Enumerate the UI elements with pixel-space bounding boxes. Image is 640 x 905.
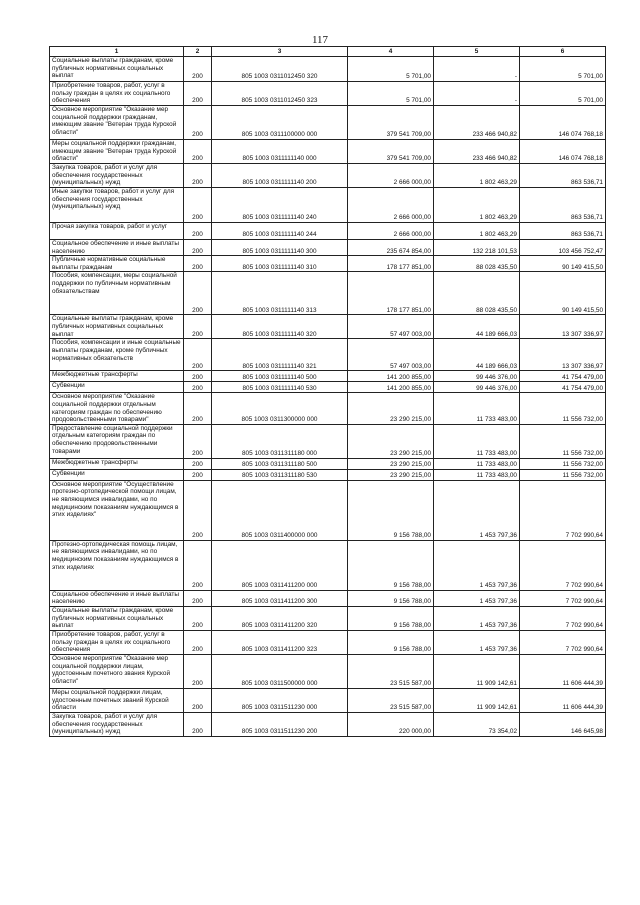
row-classification-code: 805 1003 0311111140 244 xyxy=(212,223,348,240)
row-executed-amount: 1 453 797,36 xyxy=(434,606,520,630)
row-description: Пособия, компенсации и иные социальные выплаты гражданам, кроме публичных нормативных обязательств xyxy=(50,339,184,371)
row-classification-code: 805 1003 0311400000 000 xyxy=(212,480,348,540)
column-header: 6 xyxy=(520,47,606,57)
row-classification-code: 805 1003 0311411200 320 xyxy=(212,606,348,630)
row-classification-code: 805 1003 0311111140 321 xyxy=(212,339,348,371)
table-row xyxy=(50,688,606,712)
row-executed-amount: 233 466 940,82 xyxy=(434,140,520,164)
row-executed-amount: 11 733 483,00 xyxy=(434,469,520,480)
row-executed-amount: 99 446 376,00 xyxy=(434,371,520,382)
row-line-code: 200 xyxy=(184,712,212,736)
row-executed-amount: 88 028 435,50 xyxy=(434,256,520,272)
row-approved-amount: 178 177 851,00 xyxy=(348,272,434,315)
row-line-code: 200 xyxy=(184,272,212,315)
row-approved-amount: 220 000,00 xyxy=(348,712,434,736)
row-line-code: 200 xyxy=(184,590,212,606)
row-classification-code: 805 1003 0311411200 300 xyxy=(212,590,348,606)
row-classification-code: 805 1003 0311511230 000 xyxy=(212,688,348,712)
row-unexecuted-amount: 146 645,98 xyxy=(520,712,606,736)
row-classification-code: 805 1003 0311111140 240 xyxy=(212,188,348,223)
table-row xyxy=(50,188,606,223)
row-classification-code: 805 1003 0311100000 000 xyxy=(212,106,348,140)
table-row xyxy=(50,382,606,393)
row-description: Межбюджетные трансферты xyxy=(50,458,184,469)
row-executed-amount: 1 802 463,29 xyxy=(434,164,520,188)
table-row xyxy=(50,393,606,424)
row-unexecuted-amount: 11 556 732,00 xyxy=(520,458,606,469)
row-classification-code: 805 1003 0311311180 500 xyxy=(212,458,348,469)
row-classification-code: 805 1003 0311111140 500 xyxy=(212,371,348,382)
row-unexecuted-amount: 90 149 415,50 xyxy=(520,272,606,315)
row-unexecuted-amount: 7 702 990,64 xyxy=(520,630,606,654)
row-approved-amount: 57 497 003,00 xyxy=(348,315,434,339)
column-header: 2 xyxy=(184,47,212,57)
row-description: Основное мероприятие "Оказание мер социальной поддержки лицам, удостоенным почетного звания Курской области" xyxy=(50,654,184,688)
row-description: Субвенции xyxy=(50,382,184,393)
row-approved-amount: 57 497 003,00 xyxy=(348,339,434,371)
row-classification-code: 805 1003 0311411200 323 xyxy=(212,630,348,654)
table-row xyxy=(50,480,606,540)
row-unexecuted-amount: 41 754 479,00 xyxy=(520,382,606,393)
row-approved-amount: 2 666 000,00 xyxy=(348,188,434,223)
column-header: 4 xyxy=(348,47,434,57)
row-executed-amount: 1 453 797,36 xyxy=(434,480,520,540)
row-line-code: 200 xyxy=(184,393,212,424)
row-description: Публичные нормативные социальные выплаты гражданам xyxy=(50,256,184,272)
row-approved-amount: 5 701,00 xyxy=(348,57,434,82)
row-unexecuted-amount: 7 702 990,64 xyxy=(520,480,606,540)
row-approved-amount: 5 701,00 xyxy=(348,82,434,106)
row-line-code: 200 xyxy=(184,424,212,458)
row-line-code: 200 xyxy=(184,458,212,469)
row-executed-amount: 233 466 940,82 xyxy=(434,106,520,140)
row-description: Социальное обеспечение и иные выплаты населению xyxy=(50,590,184,606)
row-description: Меры социальной поддержки лицам, удостоенным почетных званий Курской области xyxy=(50,688,184,712)
row-approved-amount: 178 177 851,00 xyxy=(348,256,434,272)
row-approved-amount: 23 290 215,00 xyxy=(348,424,434,458)
row-unexecuted-amount: 103 456 752,47 xyxy=(520,240,606,256)
row-approved-amount: 9 156 788,00 xyxy=(348,630,434,654)
row-classification-code: 805 1003 0311111140 000 xyxy=(212,140,348,164)
row-description: Социальные выплаты гражданам, кроме публичных нормативных социальных выплат xyxy=(50,606,184,630)
row-line-code: 200 xyxy=(184,540,212,590)
row-description: Межбюджетные трансферты xyxy=(50,371,184,382)
row-classification-code: 805 1003 0311111140 200 xyxy=(212,164,348,188)
row-unexecuted-amount: 41 754 479,00 xyxy=(520,371,606,382)
row-line-code: 200 xyxy=(184,188,212,223)
row-line-code: 200 xyxy=(184,382,212,393)
row-unexecuted-amount: 11 606 444,39 xyxy=(520,688,606,712)
row-description: Прочая закупка товаров, работ и услуг xyxy=(50,223,184,240)
row-executed-amount: 11 909 142,61 xyxy=(434,688,520,712)
page-number: 117 xyxy=(311,34,329,46)
row-line-code: 200 xyxy=(184,240,212,256)
row-executed-amount: 99 446 376,00 xyxy=(434,382,520,393)
table-row xyxy=(50,164,606,188)
row-executed-amount: 1 453 797,36 xyxy=(434,630,520,654)
row-description: Приобретение товаров, работ, услуг в пользу граждан в целях их социального обеспечения xyxy=(50,82,184,106)
row-description: Закупка товаров, работ и услуг для обеспечения государственных (муниципальных) нужд xyxy=(50,164,184,188)
row-approved-amount: 23 515 587,00 xyxy=(348,654,434,688)
row-executed-amount: 1 453 797,36 xyxy=(434,540,520,590)
row-approved-amount: 9 156 788,00 xyxy=(348,480,434,540)
row-unexecuted-amount: 7 702 990,64 xyxy=(520,590,606,606)
row-unexecuted-amount: 11 556 732,00 xyxy=(520,424,606,458)
table-row xyxy=(50,654,606,688)
row-approved-amount: 2 666 000,00 xyxy=(348,164,434,188)
row-classification-code: 805 1003 0311300000 000 xyxy=(212,393,348,424)
row-classification-code: 805 1003 0311012450 323 xyxy=(212,82,348,106)
row-unexecuted-amount: 90 149 415,50 xyxy=(520,256,606,272)
row-line-code: 200 xyxy=(184,469,212,480)
row-executed-amount: 132 218 101,53 xyxy=(434,240,520,256)
row-approved-amount: 379 541 709,00 xyxy=(348,140,434,164)
row-classification-code: 805 1003 0311311180 000 xyxy=(212,424,348,458)
table-row xyxy=(50,469,606,480)
row-approved-amount: 9 156 788,00 xyxy=(348,540,434,590)
row-classification-code: 805 1003 0311111140 310 xyxy=(212,256,348,272)
table-row xyxy=(50,458,606,469)
row-unexecuted-amount: 11 556 732,00 xyxy=(520,469,606,480)
row-description: Предоставление социальной поддержки отдельным категориям граждан по обеспечению продовольственными товарами xyxy=(50,424,184,458)
column-header: 5 xyxy=(434,47,520,57)
table-row xyxy=(50,606,606,630)
row-executed-amount: 44 189 666,03 xyxy=(434,339,520,371)
row-description: Основное мероприятие "Оказание мер социальной поддержки гражданам, имеющим звание "Ветеран труда Курской области" xyxy=(50,106,184,140)
row-description: Протезно-ортопедическая помощь лицам, не являющимся инвалидами, но по медицинским показаниям нуждающимся в этих изделиях xyxy=(50,540,184,590)
row-approved-amount: 2 666 000,00 xyxy=(348,223,434,240)
row-approved-amount: 9 156 788,00 xyxy=(348,606,434,630)
row-unexecuted-amount: 13 307 336,97 xyxy=(520,339,606,371)
column-header: 1 xyxy=(50,47,184,57)
row-executed-amount: 11 909 142,61 xyxy=(434,654,520,688)
row-approved-amount: 23 515 587,00 xyxy=(348,688,434,712)
row-description: Основное мероприятие "Оказание социальной поддержки отдельным категориям граждан по обеспечению продовольственными товарами" xyxy=(50,393,184,424)
row-approved-amount: 141 200 855,00 xyxy=(348,371,434,382)
row-executed-amount: 11 733 483,00 xyxy=(434,458,520,469)
row-unexecuted-amount: 13 307 336,97 xyxy=(520,315,606,339)
row-description: Приобретение товаров, работ, услуг в пользу граждан в целях их социального обеспечения xyxy=(50,630,184,654)
row-line-code: 200 xyxy=(184,140,212,164)
row-approved-amount: 9 156 788,00 xyxy=(348,590,434,606)
row-classification-code: 805 1003 0311411200 000 xyxy=(212,540,348,590)
header-row xyxy=(50,47,606,57)
row-line-code: 200 xyxy=(184,223,212,240)
row-line-code: 200 xyxy=(184,106,212,140)
table-row xyxy=(50,339,606,371)
row-line-code: 200 xyxy=(184,315,212,339)
row-approved-amount: 379 541 709,00 xyxy=(348,106,434,140)
table-row xyxy=(50,630,606,654)
row-classification-code: 805 1003 0311511230 200 xyxy=(212,712,348,736)
row-unexecuted-amount: 863 536,71 xyxy=(520,188,606,223)
row-line-code: 200 xyxy=(184,57,212,82)
row-approved-amount: 23 290 215,00 xyxy=(348,458,434,469)
table-row xyxy=(50,106,606,140)
row-description: Пособия, компенсации, меры социальной поддержки по публичным нормативным обязательствам xyxy=(50,272,184,315)
row-description: Иные закупки товаров, работ и услуг для обеспечения государственных (муниципальных) нужд xyxy=(50,188,184,223)
row-unexecuted-amount: 146 074 768,18 xyxy=(520,106,606,140)
row-executed-amount: 1 802 463,29 xyxy=(434,223,520,240)
table-row xyxy=(50,223,606,240)
row-description: Социальные выплаты гражданам, кроме публичных нормативных социальных выплат xyxy=(50,315,184,339)
row-unexecuted-amount: 863 536,71 xyxy=(520,223,606,240)
table-body xyxy=(50,57,606,737)
row-classification-code: 805 1003 0311111140 530 xyxy=(212,382,348,393)
row-executed-amount: 88 028 435,50 xyxy=(434,272,520,315)
table-row xyxy=(50,256,606,272)
row-executed-amount: 11 733 483,00 xyxy=(434,393,520,424)
row-executed-amount: - xyxy=(434,57,520,82)
table-row xyxy=(50,82,606,106)
row-unexecuted-amount: 5 701,00 xyxy=(520,82,606,106)
row-classification-code: 805 1003 0311111140 320 xyxy=(212,315,348,339)
table-row xyxy=(50,371,606,382)
row-line-code: 200 xyxy=(184,82,212,106)
row-executed-amount: 11 733 483,00 xyxy=(434,424,520,458)
row-line-code: 200 xyxy=(184,164,212,188)
row-classification-code: 805 1003 0311111140 300 xyxy=(212,240,348,256)
table-row xyxy=(50,590,606,606)
budget-table xyxy=(49,46,606,737)
row-unexecuted-amount: 11 606 444,39 xyxy=(520,654,606,688)
row-approved-amount: 141 200 855,00 xyxy=(348,382,434,393)
row-classification-code: 805 1003 0311012450 320 xyxy=(212,57,348,82)
row-line-code: 200 xyxy=(184,654,212,688)
row-description: Меры социальной поддержки гражданам, имеющим звание "Ветеран труда Курской области" xyxy=(50,140,184,164)
row-classification-code: 805 1003 0311500000 000 xyxy=(212,654,348,688)
row-approved-amount: 23 290 215,00 xyxy=(348,469,434,480)
table-row xyxy=(50,140,606,164)
row-approved-amount: 235 674 854,00 xyxy=(348,240,434,256)
row-classification-code: 805 1003 0311111140 313 xyxy=(212,272,348,315)
table-row xyxy=(50,240,606,256)
row-line-code: 200 xyxy=(184,606,212,630)
row-line-code: 200 xyxy=(184,339,212,371)
column-header: 3 xyxy=(212,47,348,57)
table-row xyxy=(50,57,606,82)
table-row xyxy=(50,272,606,315)
row-approved-amount: 23 290 215,00 xyxy=(348,393,434,424)
row-unexecuted-amount: 146 074 768,18 xyxy=(520,140,606,164)
row-executed-amount: - xyxy=(434,82,520,106)
row-description: Закупка товаров, работ и услуг для обеспечения государственных (муниципальных) нужд xyxy=(50,712,184,736)
row-description: Социальное обеспечение и иные выплаты населению xyxy=(50,240,184,256)
row-unexecuted-amount: 5 701,00 xyxy=(520,57,606,82)
row-classification-code: 805 1003 0311311180 530 xyxy=(212,469,348,480)
row-line-code: 200 xyxy=(184,256,212,272)
row-line-code: 200 xyxy=(184,630,212,654)
row-description: Субвенции xyxy=(50,469,184,480)
row-unexecuted-amount: 7 702 990,64 xyxy=(520,540,606,590)
table-row xyxy=(50,712,606,736)
row-line-code: 200 xyxy=(184,480,212,540)
row-description: Социальные выплаты гражданам, кроме публичных нормативных социальных выплат xyxy=(50,57,184,82)
row-executed-amount: 73 354,02 xyxy=(434,712,520,736)
row-description: Основное мероприятие "Осуществление протезно-ортопедической помощи лицам, не являющимся инвалидами, но по медицинским показаниям нуждающимся в этих изделиях" xyxy=(50,480,184,540)
table-row xyxy=(50,540,606,590)
row-executed-amount: 44 189 666,03 xyxy=(434,315,520,339)
row-line-code: 200 xyxy=(184,688,212,712)
row-unexecuted-amount: 7 702 990,64 xyxy=(520,606,606,630)
row-executed-amount: 1 453 797,36 xyxy=(434,590,520,606)
table-row xyxy=(50,315,606,339)
row-line-code: 200 xyxy=(184,371,212,382)
row-unexecuted-amount: 863 536,71 xyxy=(520,164,606,188)
row-unexecuted-amount: 11 556 732,00 xyxy=(520,393,606,424)
table-row xyxy=(50,424,606,458)
row-executed-amount: 1 802 463,29 xyxy=(434,188,520,223)
